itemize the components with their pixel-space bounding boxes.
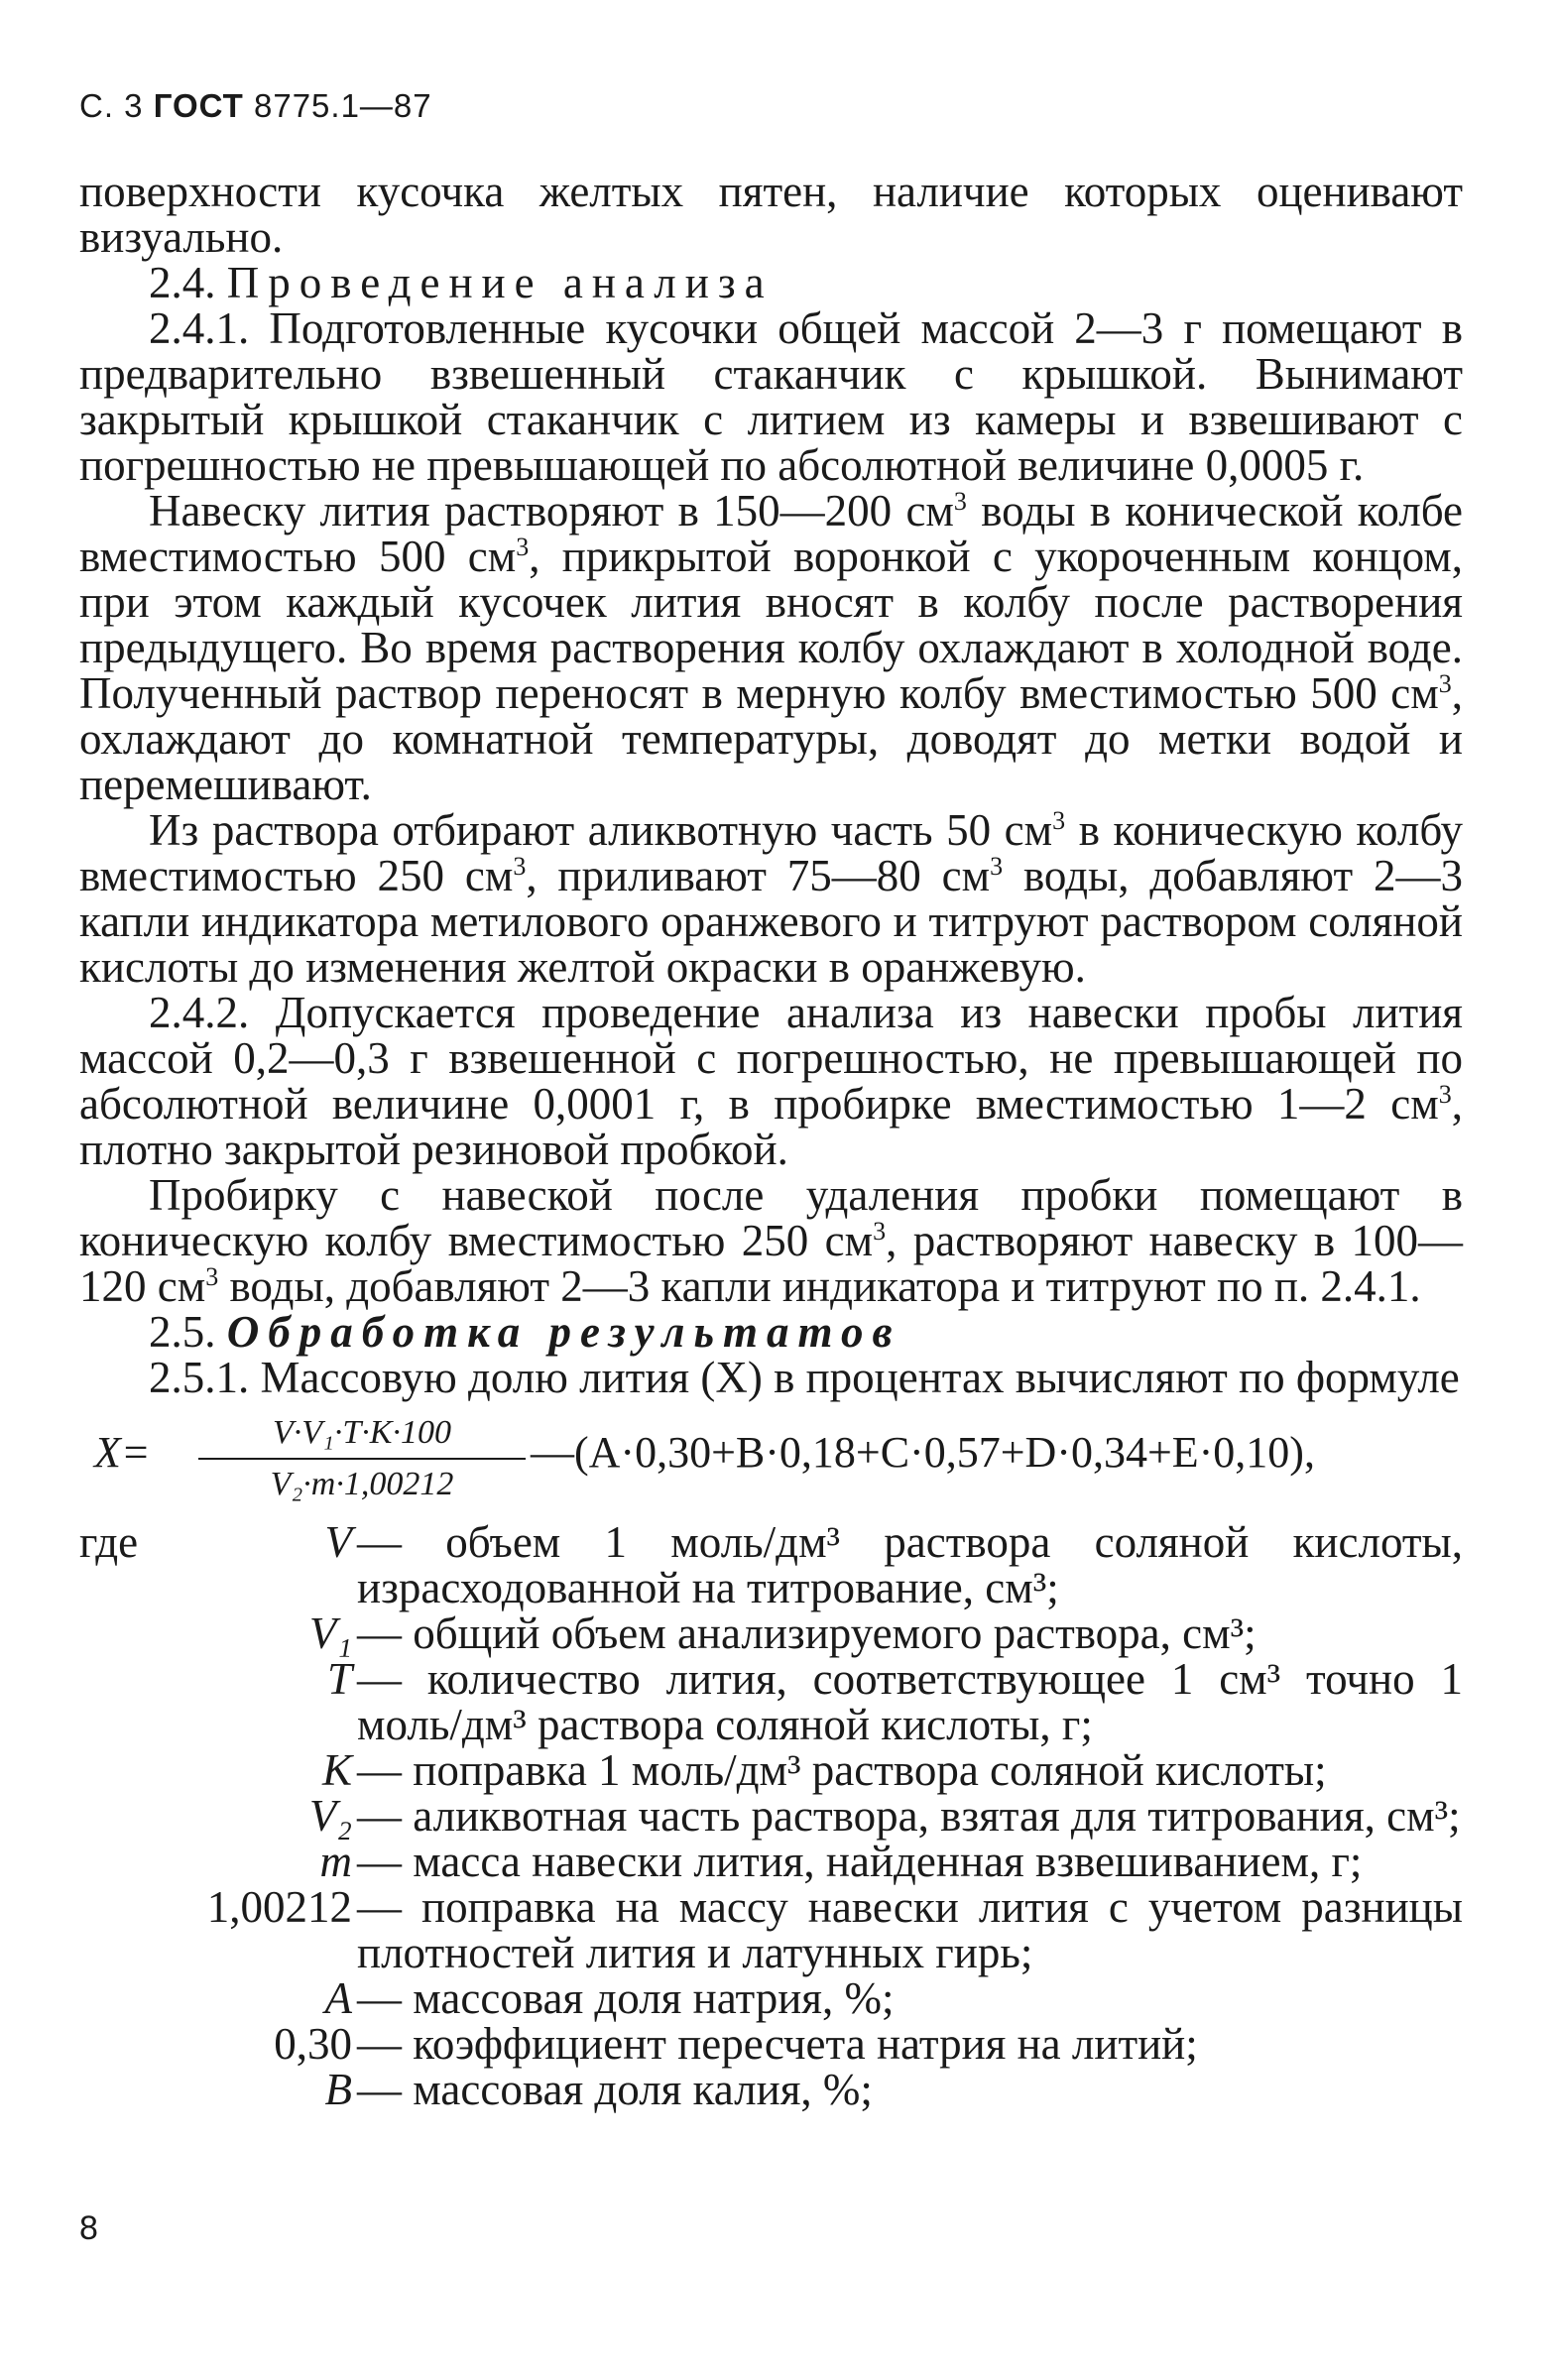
formula-numerator: V·V₁·T·K·100 [198, 1410, 526, 1460]
definition-symbol: 0,30 [274, 2019, 352, 2069]
definition-symbol: T [326, 1654, 352, 1704]
section-title: Обработка результатов [226, 1307, 901, 1357]
page-header [79, 87, 432, 125]
definition-symbol: A [324, 1973, 352, 2023]
paragraph-probirka: Пробирку с навеской после удаления пробки помещают в коническую колбу вместимостью 250 $см^3$, растворяют навеску в 100—120 $см^3$ воды, добавляют 2—3 капли индикатора и титруют по п. 2.4.1. [79, 1170, 1463, 1311]
definition-text: — массовая доля натрия, %; [357, 1973, 895, 2023]
header-page: С. 3 [79, 87, 144, 124]
definition-symbol: V [324, 1517, 352, 1567]
formula-lhs: X= [94, 1428, 151, 1477]
document-body [79, 169, 1463, 2112]
definition-item [79, 1975, 1463, 2021]
paragraph-2-5-1: 2.5.1. Массовую долю лития (X) в процентах вычисляют по формуле [149, 1353, 1460, 1402]
formula [79, 1402, 1463, 1511]
definition-item [79, 1610, 1463, 1656]
section-2-5-heading [79, 1309, 1463, 1355]
definition-item [79, 1519, 1463, 1610]
paragraph-aliquot: Из раствора отбирают аликвотную часть 50 $см^3$ в коническую колбу вместимостью 250 $см^3$, приливают 75—80 $см^3$ воды, добавляют 2—3 капли индикатора метилового оранжевого и титруют раствором соляной кислоты до изменения желтой окраски в оранжевую. [79, 805, 1464, 992]
definition-text: — аликвотная часть раствора, взятая для титрования, см³; [357, 1791, 1461, 1841]
definition-text: — масса навески лития, найденная взвешиванием, г; [357, 1837, 1363, 1886]
definition-item [79, 1793, 1463, 1839]
definition-symbol: 1,00212 [206, 1882, 352, 1932]
definition-text: — коэффициент пересчета натрия на литий; [357, 2019, 1198, 2069]
formula-fraction [198, 1410, 526, 1507]
definition-symbol: B [324, 2065, 352, 2114]
definition-symbol: V₁ [308, 1608, 352, 1658]
definition-text: — количество лития, соответствующее 1 см³ точно 1 моль/дм³ раствора соляной кислоты, г; [357, 1654, 1463, 1749]
definition-symbol: m [319, 1837, 352, 1886]
paragraph-2-4-2: 2.4.2. Допускается проведение анализа из навески пробы лития массой 0,2—0,3 г взвешенной с погрешностью, не превышающей по абсолютной величине 0,0001 г, в пробирке вместимостью 1—2 $см^3$, плотно закрытой резиновой пробкой. [79, 988, 1463, 1174]
section-number: 2.4. [149, 258, 216, 307]
definitions-lead: где [79, 1517, 139, 1567]
definition-text: — массовая доля калия, %; [357, 2065, 873, 2114]
definition-symbol: V₂ [308, 1791, 352, 1841]
definition-item [79, 1884, 1463, 1975]
definition-symbol: K [321, 1745, 352, 1795]
page-number: 8 [79, 2209, 98, 2247]
definition-text: — поправка 1 моль/дм³ раствора соляной кислоты; [357, 1745, 1327, 1795]
definition-item [79, 2021, 1463, 2067]
section-title: Проведение анализа [226, 258, 774, 307]
definition-text: — общий объем анализируемого раствора, см³; [357, 1608, 1257, 1658]
definition-item [79, 2067, 1463, 2112]
paragraph-continuation: поверхности кусочка желтых пятен, наличие которых оценивают визуально. [79, 167, 1463, 262]
definitions-list [79, 1519, 1463, 2112]
section-2-4-heading [79, 260, 1463, 305]
definition-text: — объем 1 моль/дм³ раствора соляной кислоты, израсходованной на титрование, см³; [357, 1517, 1463, 1612]
section-number: 2.5. [149, 1307, 216, 1357]
paragraph-2-4-1: 2.4.1. Подготовленные кусочки общей массой 2—3 г помещают в предварительно взвешенный стаканчик с крышкой. Вынимают закрытый крышкой стаканчик с литием из камеры и взвешивают с погрешностью не превышающей по абсолютной величине 0,0005 г. [79, 303, 1463, 490]
header-gost: ГОСТ [153, 87, 244, 124]
definition-item [79, 1656, 1463, 1747]
definition-item [79, 1747, 1463, 1793]
definition-text: — поправка на массу навески лития с учетом разницы плотностей лития и латунных гирь; [357, 1882, 1463, 1977]
paragraph-naveska: Навеску лития растворяют в 150—200 $см^3$ воды в конической колбе вместимостью 500 $см^3$, прикрытой воронкой с укороченным концом, при этом каждый кусочек лития вносят в колбу после растворения предыдущего. Во время растворения колбу охлаждают в холодной воде. Полученный раствор переносят в мерную колбу вместимостью 500 $см^3$, охлаждают до комнатной температуры, доводят до метки водой и перемешивают. [79, 486, 1463, 809]
formula-denominator: V₂·m·1,00212 [270, 1466, 454, 1502]
definition-item [79, 1839, 1463, 1884]
formula-tail: —(A·0,30+B·0,18+C·0,57+D·0,34+E·0,10), [531, 1428, 1315, 1477]
header-number: 8775.1—87 [253, 87, 432, 124]
